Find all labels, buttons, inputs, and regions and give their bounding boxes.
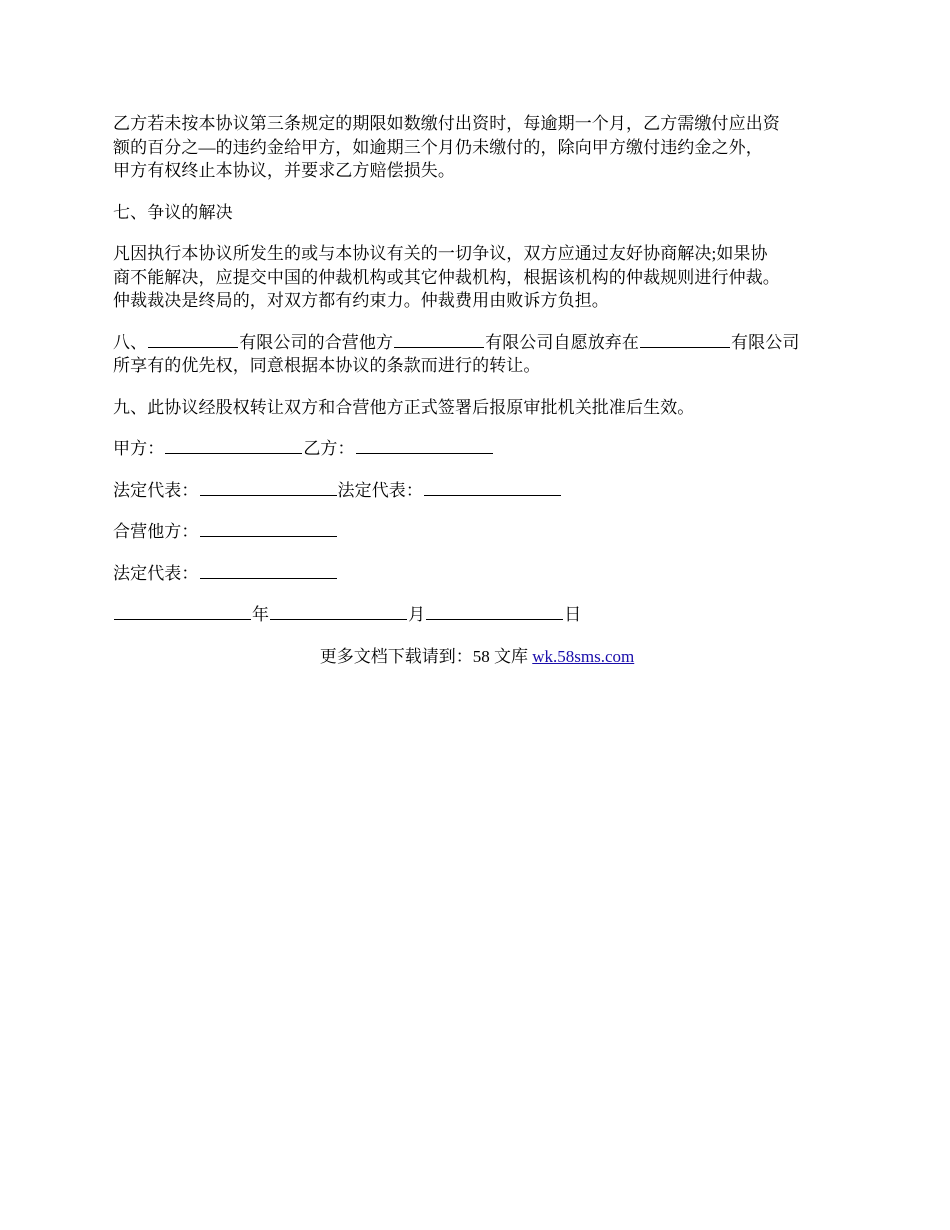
company-blank[interactable] xyxy=(148,331,238,348)
date-row xyxy=(113,603,841,627)
penalty-clause-line: 乙方若未按本协议第三条规定的期限如数缴付出资时，每逾期一个月，乙方需缴付应出资 xyxy=(113,114,780,133)
legal-rep-row xyxy=(113,479,841,503)
section-8-paragraph xyxy=(113,331,841,378)
section-7-line: 商不能解决，应提交中国的仲裁机构或其它仲裁机构，根据该机构的仲裁规则进行仲裁。 xyxy=(113,267,780,287)
legal-rep-b-label: 法定代表： xyxy=(337,480,423,500)
target-company-blank[interactable] xyxy=(640,331,730,348)
party-a-signature-blank[interactable] xyxy=(165,437,302,454)
legal-rep-c-label: 法定代表： xyxy=(113,563,199,583)
penalty-clause-line: 甲方有权终止本协议，并要求乙方赔偿损失。 xyxy=(113,161,455,180)
legal-rep-b-blank[interactable] xyxy=(424,479,561,496)
jv-partner-row xyxy=(113,520,841,544)
penalty-clause-line: 额的百分之—的违约金给甲方，如逾期三个月仍未缴付的，除向甲方缴付违约金之外， xyxy=(113,137,763,157)
party-b-signature-blank[interactable] xyxy=(356,437,493,454)
section-7-line: 仲裁裁决是终局的，对双方都有约束力。仲裁费用由败诉方负担。 xyxy=(113,291,609,310)
section-8-prefix: 八、 xyxy=(113,332,148,352)
month-label: 月 xyxy=(408,605,426,624)
section-7-line: 凡因执行本协议所发生的或与本协议有关的一切争议，双方应通过友好协商解决;如果协 xyxy=(113,244,768,263)
jv-partner-label: 合营他方： xyxy=(113,522,199,541)
section-9-paragraph: 九、此协议经股权转让双方和合营他方正式签署后报原审批机关批准后生效。 xyxy=(113,397,695,417)
legal-rep-c-blank[interactable] xyxy=(200,562,337,579)
section-8-part3: 有限公司 xyxy=(731,332,800,352)
section-8-part2: 有限公司自愿放弃在 xyxy=(485,332,640,352)
legal-rep-c-row xyxy=(113,562,841,586)
jv-partner-signature-blank[interactable] xyxy=(200,520,337,537)
day-label: 日 xyxy=(564,605,582,624)
legal-rep-a-blank[interactable] xyxy=(200,479,337,496)
footer xyxy=(113,645,841,669)
section-8-line-1 xyxy=(113,331,841,355)
signature-parties-row xyxy=(113,437,841,461)
legal-rep-a-label: 法定代表： xyxy=(113,480,199,500)
party-b-label: 乙方： xyxy=(303,439,355,458)
day-blank[interactable] xyxy=(426,603,563,620)
penalty-clause-paragraph xyxy=(113,112,841,183)
jv-partner-blank[interactable] xyxy=(394,331,484,348)
footer-text: 更多文档下载请到：58 文库 xyxy=(319,646,533,666)
section-8-line-2: 所享有的优先权，同意根据本协议的条款而进行的转让。 xyxy=(113,356,541,375)
year-blank[interactable] xyxy=(114,603,251,620)
year-label: 年 xyxy=(252,605,270,624)
month-blank[interactable] xyxy=(270,603,407,620)
section-7-body xyxy=(113,242,841,313)
footer-link[interactable]: wk.58sms.com xyxy=(532,646,635,666)
document-page xyxy=(113,112,841,668)
party-a-label: 甲方： xyxy=(113,439,165,458)
section-7-heading: 七、争议的解决 xyxy=(113,202,233,222)
section-8-part1: 有限公司的合营他方 xyxy=(239,332,394,352)
